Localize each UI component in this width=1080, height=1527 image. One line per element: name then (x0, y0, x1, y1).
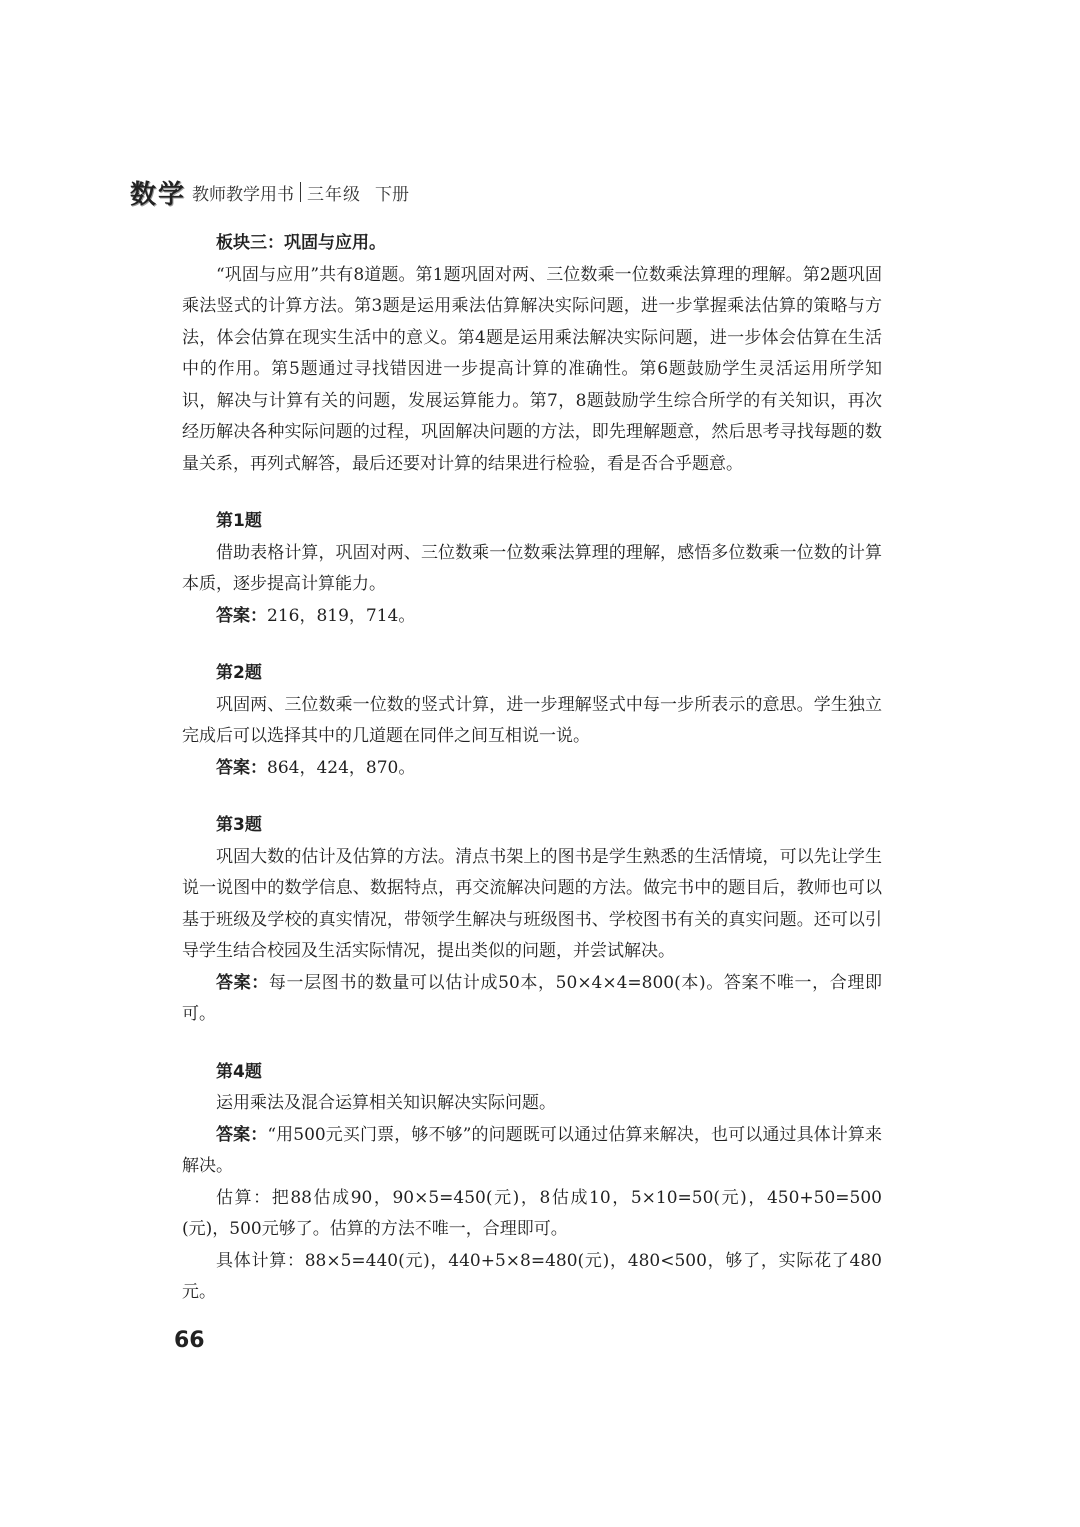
section-question-2 (182, 658, 882, 784)
section-heading: 第2题 (216, 663, 262, 683)
section-heading: 第1题 (216, 511, 262, 531)
header-grade: 三年级 (307, 184, 362, 205)
section-text: 巩固两、三位数乘一位数的竖式计算，进一步理解竖式中每一步所表示的意思。学生独立完成后可以选择其中的几道题在同伴之间互相说一说。 (182, 694, 882, 746)
answer-text: 每一层图书的数量可以估计成50本，50×4×4=800(本)。答案不唯一，合理即可。 (182, 972, 882, 1024)
answer-text: 216，819，714。 (267, 605, 416, 626)
section-heading: 第4题 (216, 1061, 262, 1082)
section-text: 巩固大数的估计及估算的方法。清点书架上的图书是学生熟悉的生活情境，可以先让学生说一说图中的数学信息、数据特点，再交流解决问题的方法。做完书中的题目后，教师也可以基于班级及学校的真实情况，带领学生解决与班级图书、学校图书有关的真实问题。还可以引导学生结合校园及生活实际情况，提出类似的问题，并尝试解决。 (182, 846, 882, 961)
section-answer (182, 601, 882, 633)
answer-label: 答案： (216, 757, 267, 778)
block-intro: “巩固与应用”共有8道题。第1题巩固对两、三位数乘一位数乘法算理的理解。第2题巩固乘法竖式的计算方法。第3题是运用乘法估算解决实际问题，进一步掌握乘法估算的策略与方法，体会估算在现实生活中的意义。第4题是运用乘法解决实际问题，进一步体会估算在生活中的作用。第5题通过寻找错因进一步提高计算的准确性。第6题鼓励学生灵活运用所学知识，解决与计算有关的问题，发展运算能力。第7，8题鼓励学生综合所学的有关知识，再次经历解决各种实际问题的过程，巩固解决问题的方法，即先理解题意，然后思考寻找每题的数量关系，再列式解答，最后还要对计算的结果进行检验，看是否合乎题意。 (182, 264, 882, 474)
header-logo: 数学 (130, 179, 187, 210)
answer-label: 答案： (216, 605, 267, 626)
block-title: 板块三：巩固与应用。 (216, 233, 386, 253)
section-question-1 (182, 506, 882, 632)
answer-text: 864，424，870。 (267, 757, 416, 778)
answer-label: 答案： (216, 1124, 268, 1145)
header-volume: 下册 (375, 184, 410, 205)
exact-calculation-text: 具体计算：88×5=440(元)，440+5×8=480(元)，480<500，够了，实际花了480元。 (182, 1250, 882, 1302)
estimate-text: 估算：把88估成90，90×5=450(元)，8估成10，5×10=50(元)，450+50=500(元)，500元够了。估算的方法不唯一，合理即可。 (182, 1187, 882, 1239)
page-number: 66 (174, 1328, 205, 1353)
section-question-4 (182, 1057, 882, 1309)
answer-text: “用500元买门票，够不够”的问题既可以通过估算来解决，也可以通过具体计算来解决。 (182, 1124, 883, 1176)
section-answer (182, 1120, 882, 1183)
section-heading: 第3题 (216, 815, 262, 835)
section-text: 运用乘法及混合运算相关知识解决实际问题。 (216, 1093, 556, 1113)
running-header (130, 174, 409, 210)
header-divider (300, 182, 301, 202)
header-book-title: 教师教学用书 (192, 184, 295, 205)
answer-label: 答案： (216, 972, 269, 993)
section-answer (182, 968, 882, 1031)
page-content (182, 228, 882, 1309)
section-text: 借助表格计算，巩固对两、三位数乘一位数乘法算理的理解，感悟多位数乘一位数的计算本质，逐步提高计算能力。 (182, 542, 882, 594)
section-answer (182, 753, 882, 785)
section-question-3 (182, 810, 882, 1031)
